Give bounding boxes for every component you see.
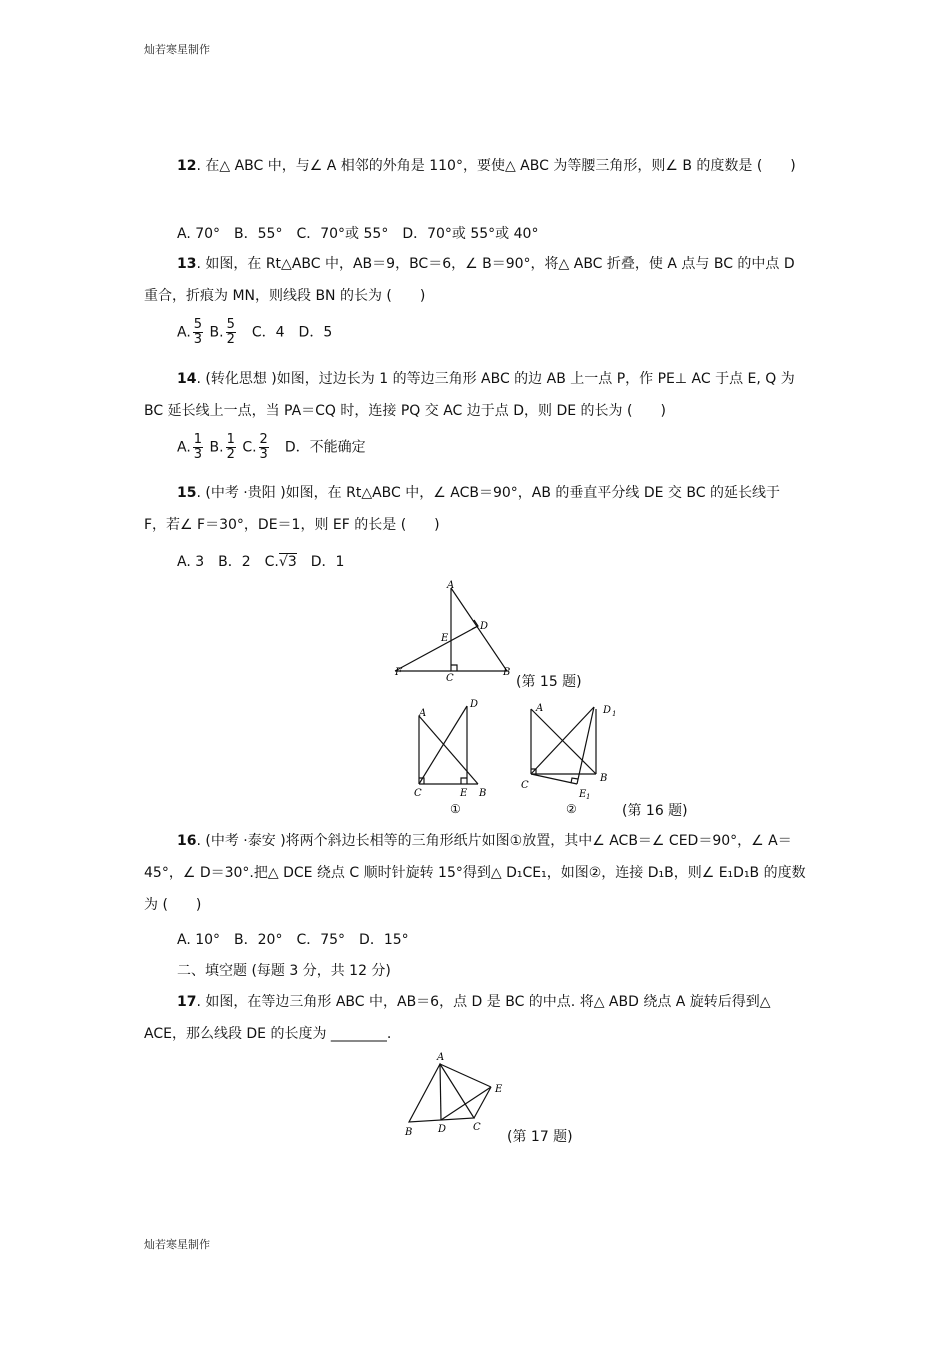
option-a: A. [177,439,191,456]
label-c: C [414,788,422,799]
page-header: 灿若寒星制作 [144,43,210,56]
question-text: . 如图，在等边三角形 ABC 中，AB＝6，点 D 是 BC 的中点. 将△ ABD 绕点 A 旋转后得到△ ACE，那么线段 DE 的长度为 ________. [144,994,771,1042]
question-text: . (中考 ·泰安 )将两个斜边长相等的三角形纸片如图①放置，其中∠ ACB＝∠ CED＝90°，∠ A＝45°，∠ D＝30°.把△ DCE 绕点 C 顺时针旋转 15°得到△ D₁CE₁，如图②，连接 D₁B，则∠ E₁D₁B 的度数为 ( ) [144,833,806,913]
option-d: D．1 [296,554,345,570]
question-number: 15 [177,485,197,501]
question-number: 14 [177,371,197,387]
fraction: $\frac{1}{2}$ [226,432,235,462]
section-2-heading: 二、填空题 (每题 3 分，共 12 分) [177,963,391,979]
label-e: E [460,788,468,799]
figure-16-caption: (第 16 题) [622,803,688,819]
fraction: $\frac{5}{2}$ [226,317,235,347]
question-number: 16 [177,833,197,849]
option-b: B. [209,439,224,456]
label-d: D [438,1124,447,1135]
question-15-options [177,551,344,571]
figure-2-label: ② [566,802,577,816]
figure-17 [400,1050,510,1140]
figure-16-2 [518,698,618,818]
question-number: 13 [177,256,197,272]
question-text: . (中考 ·贵阳 )如图，在 Rt△ABC 中，∠ ACB＝90°，AB 的垂直平分线 DE 交 BC 的延长线于 F，若∠ F＝30°，DE＝1，则 EF 的长是 ( ) [144,485,780,533]
label-e1: E [579,789,587,800]
fraction: $\frac{1}{3}$ [193,432,203,462]
question-12-options: A. 70° B．55° C．70°或 55° D．70°或 55°或 40° [177,226,539,242]
label-d1: D [603,705,612,716]
question-number: 17 [177,994,197,1010]
figure-15-caption: (第 15 题) [516,674,582,690]
label-e: E [495,1084,503,1095]
question-16-options: A. 10° B．20° C．75° D．15° [177,932,409,948]
option-rest: D．不能确定 [284,439,366,456]
label-d: D [480,621,489,632]
label-b: B [503,667,511,678]
label-c: C [473,1122,481,1133]
figure-15 [390,578,520,683]
question-16 [144,825,806,921]
label-f: F [395,667,402,678]
question-number: 12 [177,158,197,174]
question-17 [144,986,806,1050]
label-a: A [419,708,427,719]
label-a: A [437,1052,445,1063]
label-e: E [441,633,449,644]
option-b: B. [209,324,224,341]
option-c: C. [242,439,257,456]
options-ab: A. 3 B．2 C. [177,554,279,570]
figure-1-label: ① [450,802,461,816]
question-13-options [177,318,332,347]
figure-17-caption: (第 17 题) [507,1129,573,1145]
fraction: $\frac{2}{3}$ [259,432,268,462]
question-15 [144,477,806,541]
fraction: $\frac{5}{3}$ [193,317,203,347]
sqrt: √3 [278,554,297,570]
label-a: A [447,580,455,591]
page-footer: 灿若寒星制作 [144,1238,210,1251]
label-c: C [446,673,454,684]
question-text: . 如图，在 Rt△ABC 中，AB＝9，BC＝6，∠ B＝90°，将△ ABC 折叠，使 A 点与 BC 的中点 D 重合，折痕为 MN，则线段 BN 的长为 ( ) [144,256,795,304]
question-12 [144,150,806,182]
question-14-options [177,433,366,462]
label-b: B [479,788,487,799]
option-rest: C．4 D．5 [251,324,333,341]
question-text: . 在△ ABC 中，与∠ A 相邻的外角是 110°，要使△ ABC 为等腰三角形，则∠ B 的度数是 ( ) [196,158,796,174]
label-a: A [536,703,544,714]
label-b: B [405,1127,413,1138]
figure-16-1 [410,698,495,818]
question-14 [144,363,806,427]
label-d1-sub: 1 [612,710,617,718]
question-text: . (转化思想 )如图，过边长为 1 的等边三角形 ABC 的边 AB 上一点 P，作 PE⊥ AC 于点 E, Q 为 BC 延长线上一点，当 PA＝CQ 时，连接 PQ 交 AC 边于点 D，则 DE 的长为 ( ) [144,371,795,419]
question-13 [144,248,806,312]
label-d: D [470,699,479,710]
option-a: A. [177,324,191,341]
label-c: C [521,780,529,791]
label-b: B [600,773,608,784]
label-e1-sub: 1 [586,793,591,801]
